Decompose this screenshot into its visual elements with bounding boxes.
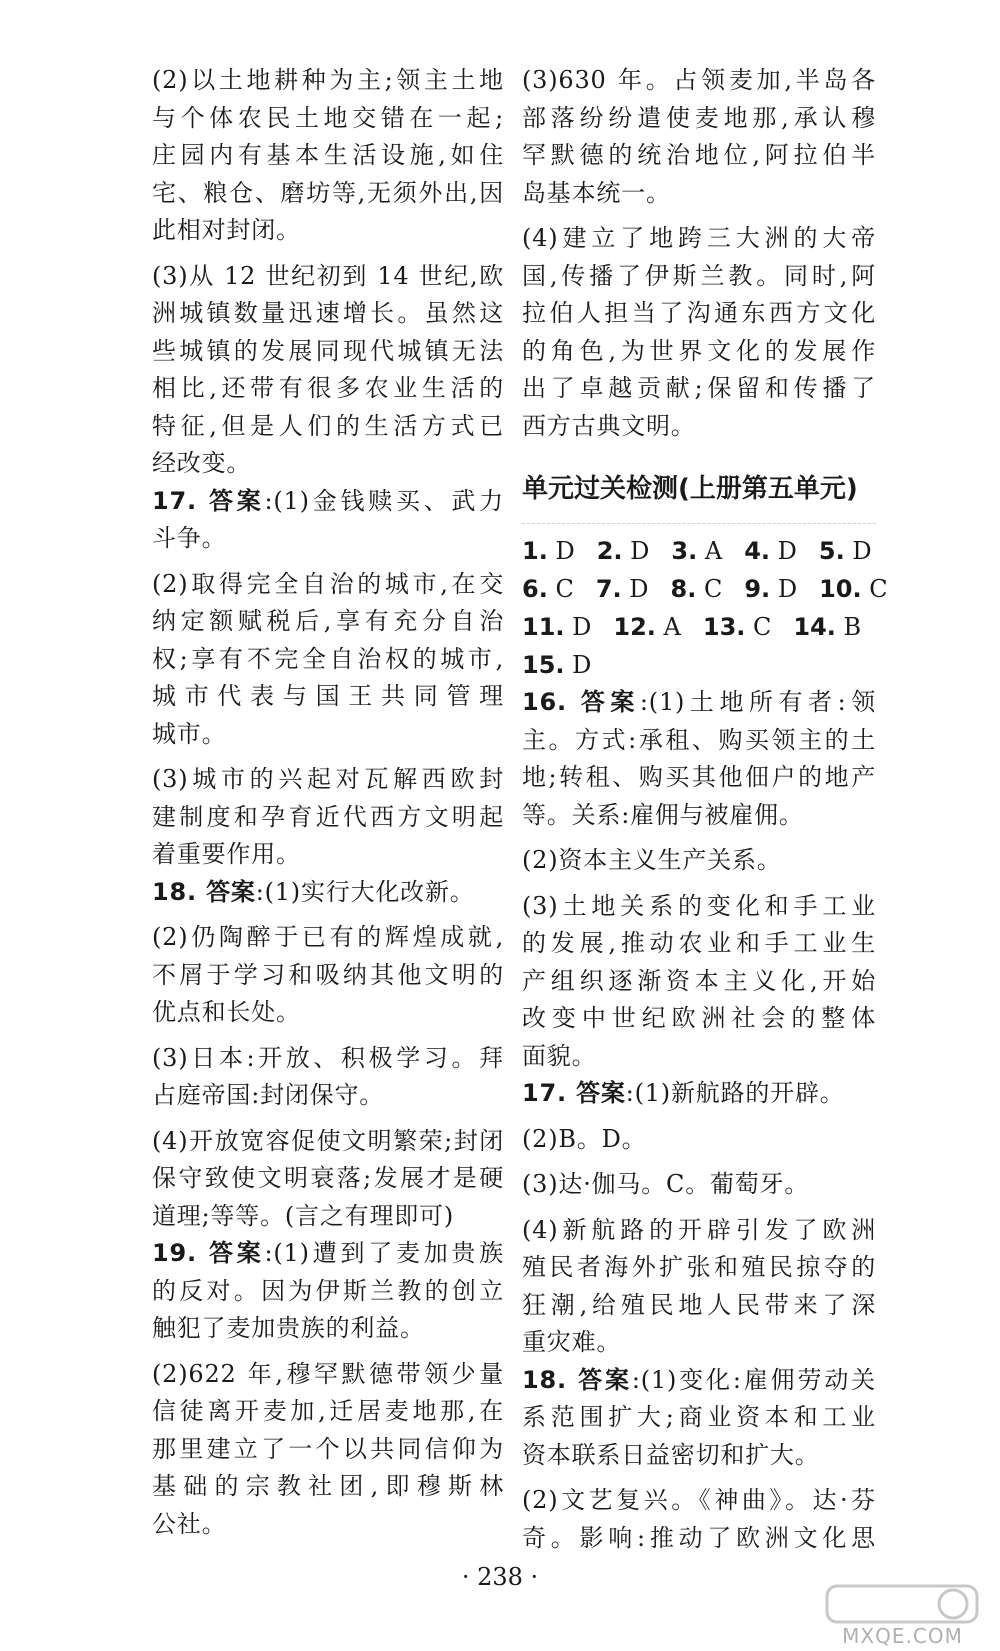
page-number: · 238 ·: [461, 1563, 539, 1591]
mc-number: 9.: [744, 575, 771, 603]
line-text: 改变中世纪欧洲社会的整体: [522, 1004, 876, 1032]
text-line: [152, 716, 504, 754]
mc-answer: D: [564, 613, 592, 641]
mc-answer: C: [547, 575, 574, 603]
line-text: 狂潮,给殖民地人民带来了深: [522, 1290, 876, 1319]
line-text: (3)土地关系的变化和手工业: [522, 891, 876, 920]
text-line: [522, 684, 876, 722]
mc-item: [744, 532, 797, 570]
text-line: [522, 370, 876, 408]
mc-number: 8.: [670, 575, 697, 603]
section-title: 单元过关检测(上册第五单元): [522, 474, 858, 504]
mc-item: [819, 570, 888, 608]
text-line: [152, 678, 504, 716]
mc-number: 2.: [596, 537, 623, 565]
text-line: [152, 408, 504, 446]
mc-item: [522, 646, 591, 684]
text-line: [152, 919, 504, 957]
mc-answer: B: [835, 613, 862, 641]
line-text: 庄园内有基本生活设施,如住: [152, 141, 504, 169]
line-text: 奇。影响:推动了欧洲文化思: [522, 1523, 876, 1552]
line-text: 经改变。: [152, 449, 252, 477]
text-line: [152, 1273, 504, 1311]
mc-number: 7.: [595, 575, 622, 603]
text-line: [152, 1198, 504, 1236]
mc-number: 13.: [702, 613, 746, 641]
text-line: [152, 175, 504, 213]
line-text: 此相对封闭。: [152, 216, 301, 244]
right-column: [522, 62, 888, 1557]
text-line: [152, 1235, 504, 1273]
text-line: [522, 797, 876, 835]
text-line: [152, 761, 504, 799]
text-line: [152, 603, 504, 641]
mc-answer: C: [696, 575, 723, 603]
text-line: [152, 1310, 504, 1348]
watermark-logo-icon: [825, 1582, 980, 1626]
line-text: 拉伯人担当了沟通东西方文化: [522, 299, 876, 327]
text-line: [522, 925, 876, 963]
text-line: [522, 220, 876, 258]
text-line: [152, 566, 504, 604]
line-text: 着重要作用。: [152, 840, 301, 868]
text-line: [152, 874, 504, 912]
mc-answer: C: [745, 613, 772, 641]
text-line: [522, 1437, 876, 1475]
text-line: [152, 212, 504, 250]
line-text: (3)630 年。占领麦加,半岛各: [522, 66, 876, 94]
line-text: 系范围扩大;商业资本和工业: [522, 1403, 876, 1431]
line-text: 公社。: [152, 1509, 227, 1538]
line-text: 城市代表与国王共同管理: [152, 682, 504, 710]
mc-item: [703, 608, 772, 646]
line-text: 的发展,推动农业和手工业生: [522, 929, 876, 957]
answer-label: 答案: [206, 877, 256, 906]
line-text: 产组织逐渐资本主义化,开始: [522, 966, 876, 995]
mc-number: 3.: [671, 537, 698, 565]
mc-number: 6.: [522, 575, 548, 603]
line-text: 重灾难。: [522, 1328, 622, 1356]
mc-item: [522, 608, 591, 646]
text-line: [522, 888, 876, 926]
text-line: [152, 258, 504, 296]
question-number: 16.: [522, 688, 581, 716]
question-number: 18.: [152, 877, 207, 906]
mc-answer: D: [770, 537, 797, 565]
line-text: (2)文艺复兴。《神曲》。达·芬: [522, 1486, 876, 1514]
line-text: (3)从 12 世纪初到 14 世纪,欧: [152, 261, 504, 290]
mc-answer: D: [844, 537, 872, 565]
answer-label: 答案: [209, 486, 265, 515]
text-line: [522, 1324, 876, 1362]
text-line: [152, 100, 504, 138]
text-line: [152, 836, 504, 874]
text-line: [522, 1038, 876, 1076]
text-line: [522, 842, 876, 880]
question-number: 17.: [152, 486, 210, 515]
mc-item: [671, 570, 723, 608]
mc-row: [522, 532, 876, 570]
line-text: 道理;等等。(言之有理即可): [152, 1201, 455, 1230]
line-text: 殖民者海外扩张和殖民掠夺的: [522, 1253, 876, 1281]
line-text: 面貌。: [522, 1041, 597, 1070]
text-line: [152, 1077, 504, 1115]
line-text: (2)资本主义生产关系。: [522, 846, 782, 874]
text-line: [522, 1000, 876, 1038]
mc-row: [522, 646, 876, 684]
text-line: [152, 957, 504, 995]
text-line: [152, 1356, 504, 1394]
text-line: [522, 1121, 876, 1159]
line-text: 主。方式:承租、购买领主的土: [522, 725, 876, 754]
line-text: :(1)新航路的开辟。: [625, 1079, 845, 1107]
mc-row: [522, 608, 876, 646]
text-line: [522, 963, 876, 1001]
text-line: [152, 445, 504, 483]
multiple-choice-answers: [522, 532, 888, 684]
text-line: [522, 1166, 876, 1204]
line-text: :(1)变化:雇佣劳动关: [631, 1365, 876, 1394]
text-line: [522, 759, 876, 797]
mc-answer: D: [770, 575, 798, 603]
line-text: :(1)土地所有者:领: [639, 688, 876, 716]
text-line: [522, 62, 876, 100]
text-line: [522, 1212, 876, 1250]
text-line: [152, 641, 504, 679]
text-line: [152, 1160, 504, 1198]
line-text: (2)取得完全自治的城市,在交: [152, 569, 504, 598]
text-line: [522, 100, 876, 138]
right-top-text: [522, 62, 876, 445]
line-text: 保守致使文明衰落;发展才是硬: [152, 1164, 504, 1192]
section-divider: [522, 523, 876, 524]
text-line: [152, 370, 504, 408]
line-text: (2)622 年,穆罕默德带领少量: [152, 1359, 504, 1388]
line-text: 罕默德的统治地位,阿拉伯半: [522, 141, 876, 169]
answer-label: 答案: [580, 688, 640, 716]
mc-number: 15.: [522, 651, 565, 679]
text-line: [522, 1287, 876, 1325]
line-text: 岛基本统一。: [522, 178, 671, 207]
mc-number: 12.: [613, 613, 656, 641]
mc-item: [522, 570, 574, 608]
mc-item: [819, 532, 872, 570]
text-line: [522, 295, 876, 333]
line-text: 信徒离开麦加,迁居麦地那,在: [152, 1397, 504, 1425]
mc-number: 5.: [818, 537, 845, 565]
text-line: [522, 137, 876, 175]
mc-answer: A: [697, 537, 723, 565]
text-line: [152, 483, 504, 521]
text-line: [152, 295, 504, 333]
line-text: 权;享有不完全自治权的城市,: [152, 644, 504, 673]
text-line: [152, 333, 504, 371]
line-text: 那里建立了一个以共同信仰为: [152, 1434, 504, 1463]
mc-answer: D: [621, 575, 649, 603]
line-text: 斗争。: [152, 524, 227, 552]
line-text: :(1)实行大化改新。: [255, 877, 475, 906]
line-text: (2)以土地耕种为主;领主土地: [152, 66, 504, 94]
text-line: [522, 175, 876, 213]
left-column: [152, 62, 504, 1543]
text-line: [522, 408, 876, 446]
mc-answer: D: [564, 651, 592, 679]
watermark-text: MXQE.COM: [842, 1624, 963, 1648]
text-line: [152, 1431, 504, 1469]
answer-label: 答案: [578, 1365, 632, 1394]
mc-number: 10.: [819, 575, 862, 603]
line-text: 资本联系日益密切和扩大。: [522, 1440, 820, 1469]
text-line: [152, 1123, 504, 1161]
line-text: 等。关系:雇佣与被雇佣。: [522, 800, 804, 829]
line-text: 建制度和孕育近代西方文明起: [152, 802, 504, 831]
mc-number: 1.: [522, 537, 548, 565]
text-line: [522, 1520, 876, 1558]
line-text: (4)建立了地跨三大洲的大帝: [522, 224, 876, 252]
line-text: (2)B。D。: [522, 1124, 647, 1153]
mc-item: [597, 532, 650, 570]
line-text: 纳定额赋税后,享有充分自治: [152, 607, 504, 635]
text-line: [152, 520, 504, 558]
text-line: [152, 137, 504, 175]
text-line: [522, 1075, 876, 1113]
mc-answer: A: [655, 613, 681, 641]
line-text: 宅、粮仓、磨坊等,无须外出,因: [152, 178, 504, 207]
line-text: (3)日本:开放、积极学习。拜: [152, 1043, 504, 1072]
mc-item: [522, 532, 575, 570]
text-line: [152, 799, 504, 837]
line-text: 基础的宗教社团,即穆斯林: [152, 1472, 504, 1500]
mc-answer: C: [861, 575, 888, 603]
line-text: 洲城镇数量迅速增长。虽然这: [152, 299, 504, 327]
line-text: 触犯了麦加贵族的利益。: [152, 1314, 425, 1342]
text-line: [152, 1393, 504, 1431]
text-line: [522, 1249, 876, 1287]
mc-number: 11.: [522, 613, 565, 641]
line-text: 特征,但是人们的生活方式已: [152, 411, 504, 440]
line-text: 相比,还带有很多农业生活的: [152, 374, 504, 402]
mc-number: 14.: [793, 613, 836, 641]
mc-item: [744, 570, 797, 608]
mc-item: [671, 532, 722, 570]
text-line: [522, 1482, 876, 1520]
text-line: [522, 1362, 876, 1400]
line-text: 部落纷纷遣使麦地那,承认穆: [522, 103, 876, 132]
text-line: [152, 994, 504, 1032]
line-text: 西方古典文明。: [522, 411, 696, 440]
text-line: [152, 1506, 504, 1544]
line-text: 地;转租、购买其他佃户的地产: [522, 763, 876, 791]
line-text: 的反对。因为伊斯兰教的创立: [152, 1276, 504, 1305]
line-text: 国,传播了伊斯兰教。同时,阿: [522, 261, 876, 290]
line-text: (3)达·伽马。C。葡萄牙。: [522, 1170, 810, 1198]
line-text: :(1)金钱赎买、武力: [264, 486, 504, 515]
text-line: [522, 1399, 876, 1437]
mc-item: [613, 608, 680, 646]
text-line: [152, 1040, 504, 1078]
answer-label: 答案: [576, 1079, 626, 1107]
text-line: [522, 258, 876, 296]
text-line: [522, 722, 876, 760]
mc-item: [596, 570, 649, 608]
line-text: 城市。: [152, 719, 227, 748]
line-text: 占庭帝国:封闭保守。: [152, 1081, 385, 1109]
text-line: [152, 1468, 504, 1506]
mc-answer: D: [547, 537, 575, 565]
question-number: 17.: [522, 1079, 577, 1107]
line-text: 的角色,为世界文化的发展作: [522, 336, 876, 365]
line-text: 优点和长处。: [152, 998, 301, 1026]
line-text: 不屑于学习和吸纳其他文明的: [152, 960, 504, 989]
right-bottom-text: [522, 684, 876, 1557]
line-text: (4)开放宽容促使文明繁荣;封闭: [152, 1126, 504, 1155]
line-text: 与个体农民土地交错在一起;: [152, 103, 504, 132]
line-text: 出了卓越贡献;保留和传播了: [522, 374, 876, 402]
mc-item: [793, 608, 861, 646]
line-text: (4)新航路的开辟引发了欧洲: [522, 1215, 876, 1244]
line-text: :(1)遭到了麦加贵族: [264, 1239, 504, 1267]
text-line: [522, 333, 876, 371]
watermark: [815, 1582, 990, 1648]
answer-label: 答案: [209, 1239, 265, 1267]
mc-number: 4.: [744, 537, 771, 565]
line-text: (3)城市的兴起对瓦解西欧封: [152, 765, 504, 793]
question-number: 19.: [152, 1239, 210, 1267]
line-text: (2)仍陶醉于已有的辉煌成就,: [152, 923, 504, 951]
question-number: 18.: [522, 1365, 579, 1394]
mc-row: [522, 570, 888, 608]
mc-answer: D: [622, 537, 650, 565]
text-line: [152, 62, 504, 100]
line-text: 些城镇的发展同现代城镇无法: [152, 336, 504, 365]
